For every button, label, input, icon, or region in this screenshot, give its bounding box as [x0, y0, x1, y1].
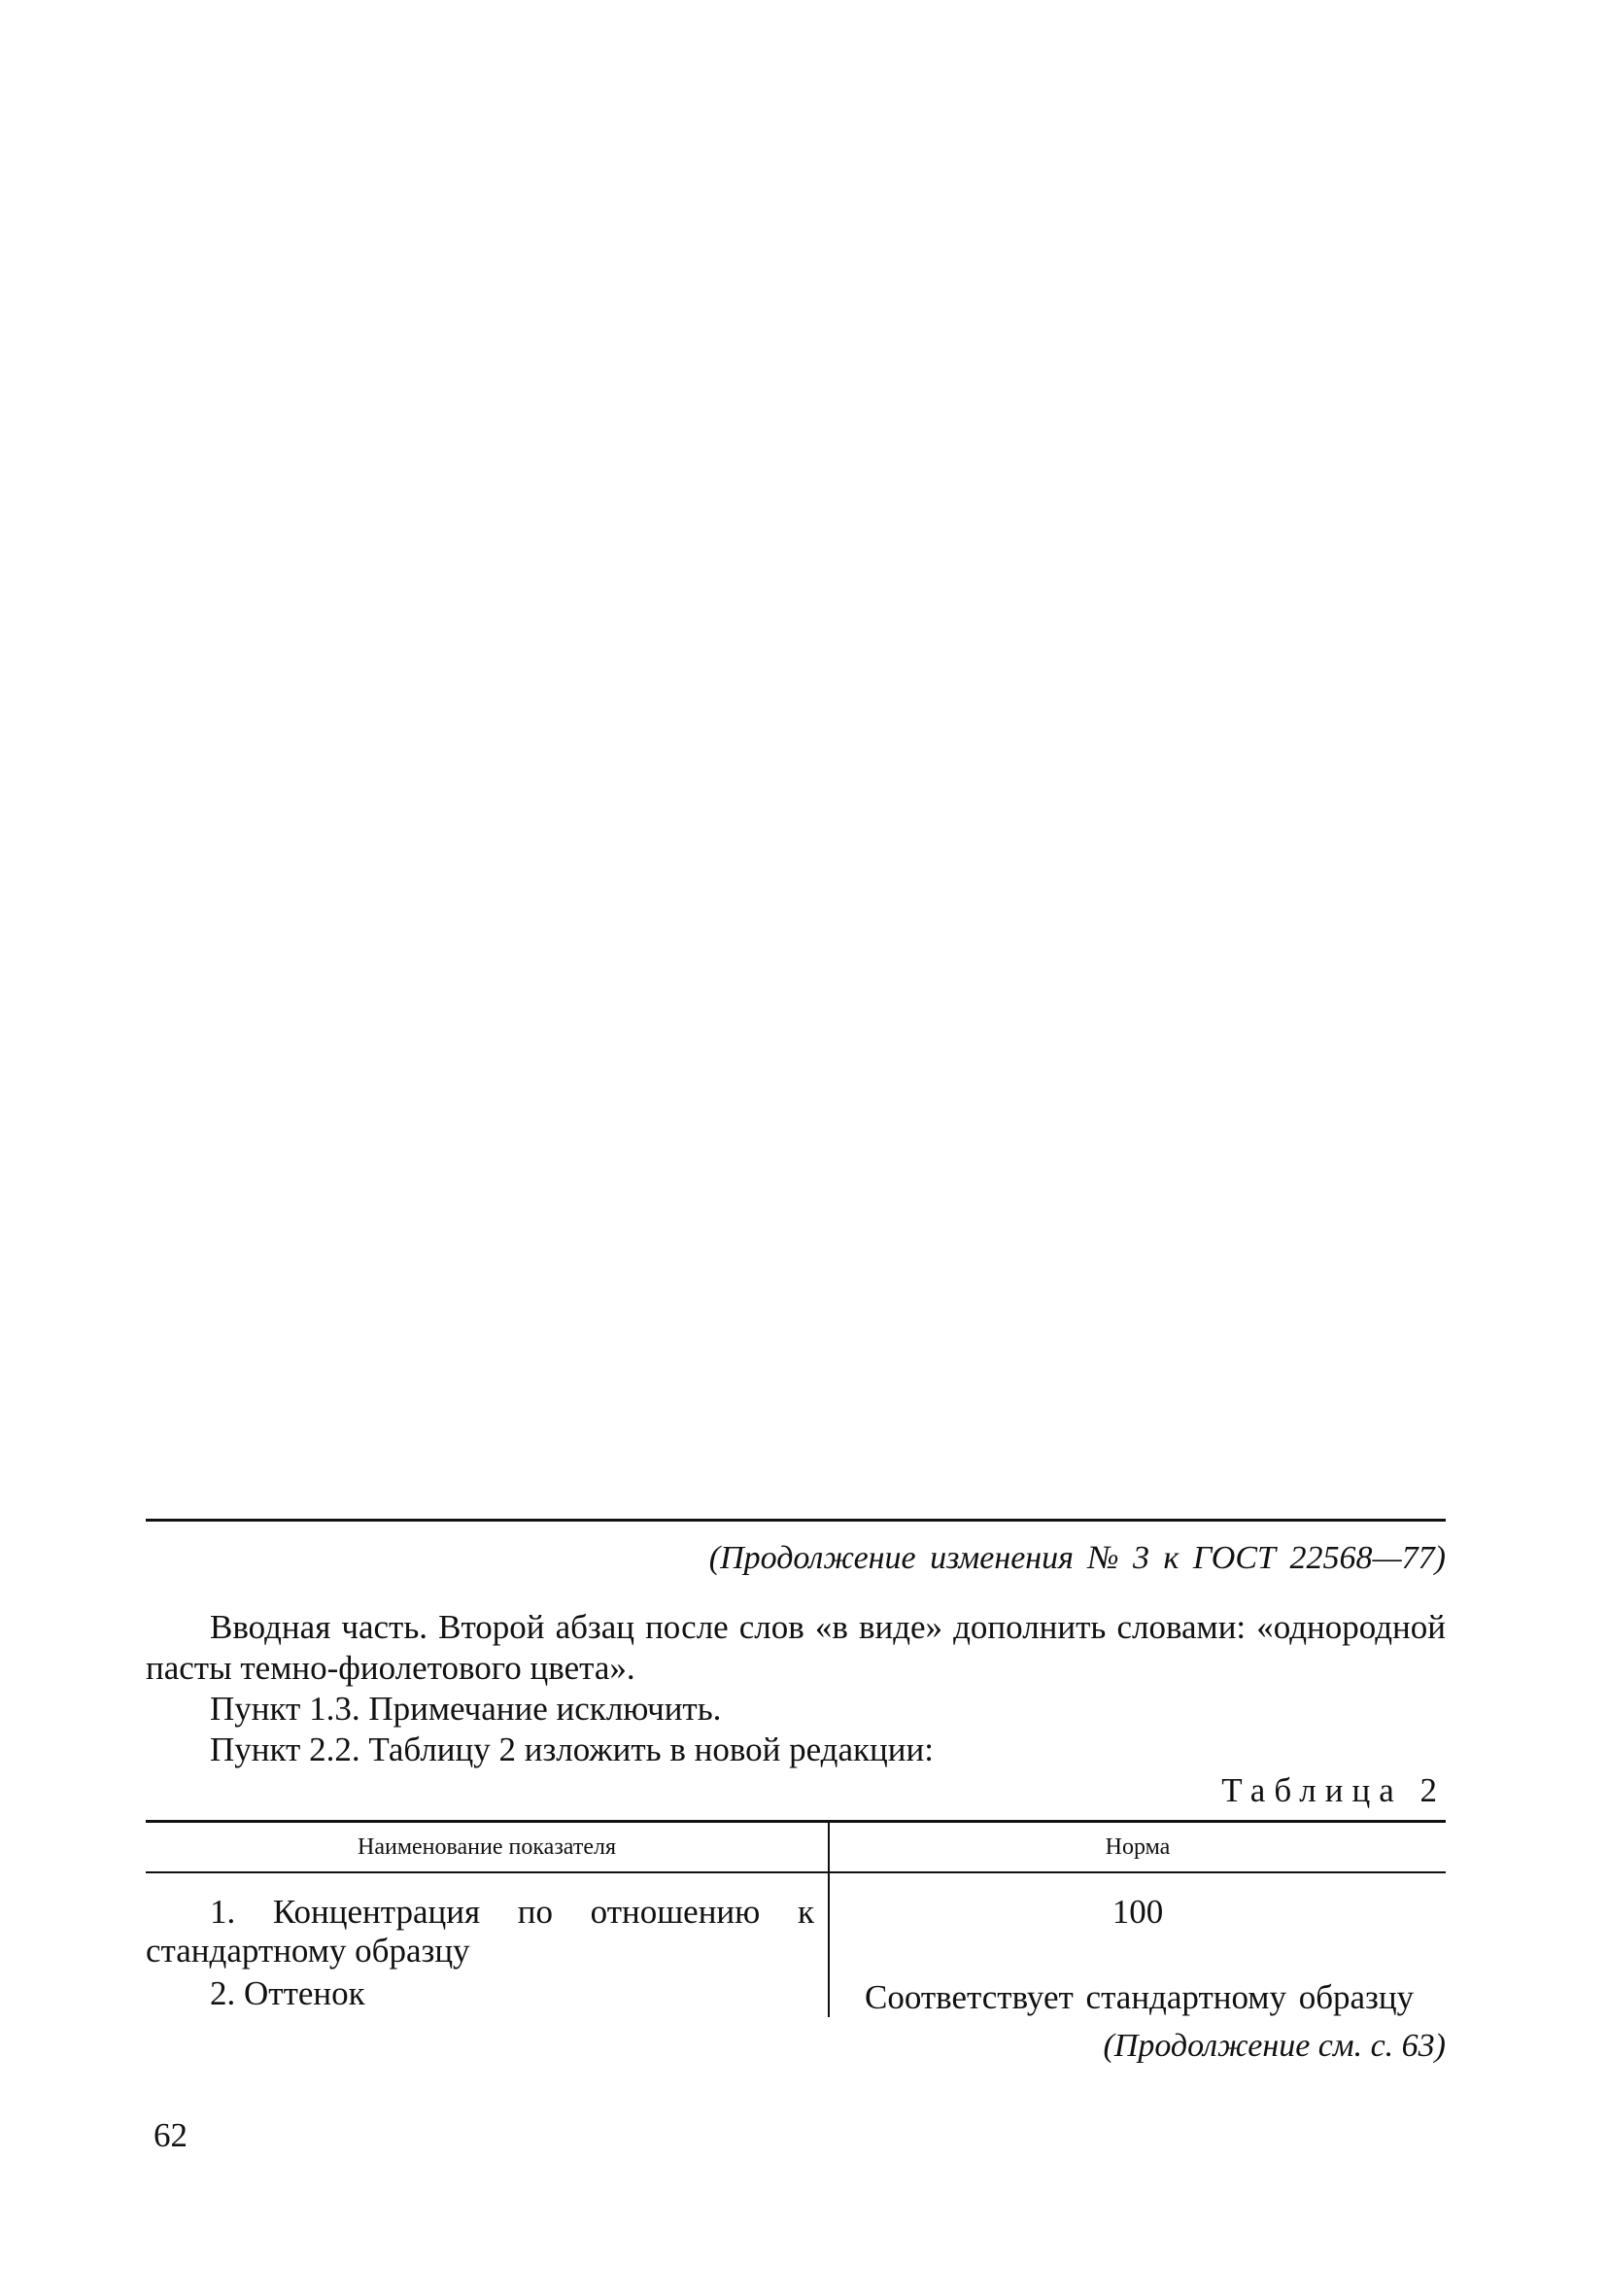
column-header-name: Наименование показателя [146, 1822, 829, 1873]
continuation-header: (Продолжение изменения № 3 к ГОСТ 22568—77) [708, 1540, 1446, 1576]
paragraph-item-1-3: Пункт 1.3. Примечание исключить. [210, 1690, 722, 1728]
table-cell-name [146, 1970, 829, 2017]
table-row [146, 1872, 1446, 1970]
page-number: 62 [154, 2116, 188, 2154]
table-cell-name [146, 1872, 829, 1970]
body-text [146, 1607, 1446, 1770]
table-row [146, 1970, 1446, 2017]
continuation-footer: (Продолжение см. с. 63) [1103, 2028, 1446, 2064]
column-header-norm: Норма [829, 1822, 1446, 1873]
table-header-row [146, 1822, 1446, 1873]
norm-value: Соответствует стандартному образцу [865, 1978, 1415, 2016]
table-caption: Таблица 2 [1221, 1771, 1446, 1809]
indicator-name: 1. Концентрация по отношению к стандартному образцу [146, 1893, 814, 1970]
spec-table [146, 1820, 1446, 2017]
paragraph-item-2-2: Пункт 2.2. Таблицу 2 изложить в новой редакции: [210, 1731, 934, 1768]
table-cell-norm: 100 [1111, 1893, 1164, 1931]
table-cell-norm [829, 1970, 1446, 2017]
header-rule [146, 1519, 1446, 1522]
paragraph-intro: Вводная часть. Второй абзац после слов «в виде» дополнить словами: «однородной пасты темно-фиолетового цвета». [146, 1608, 1446, 1687]
indicator-name: 2. Оттенок [210, 1974, 365, 2012]
